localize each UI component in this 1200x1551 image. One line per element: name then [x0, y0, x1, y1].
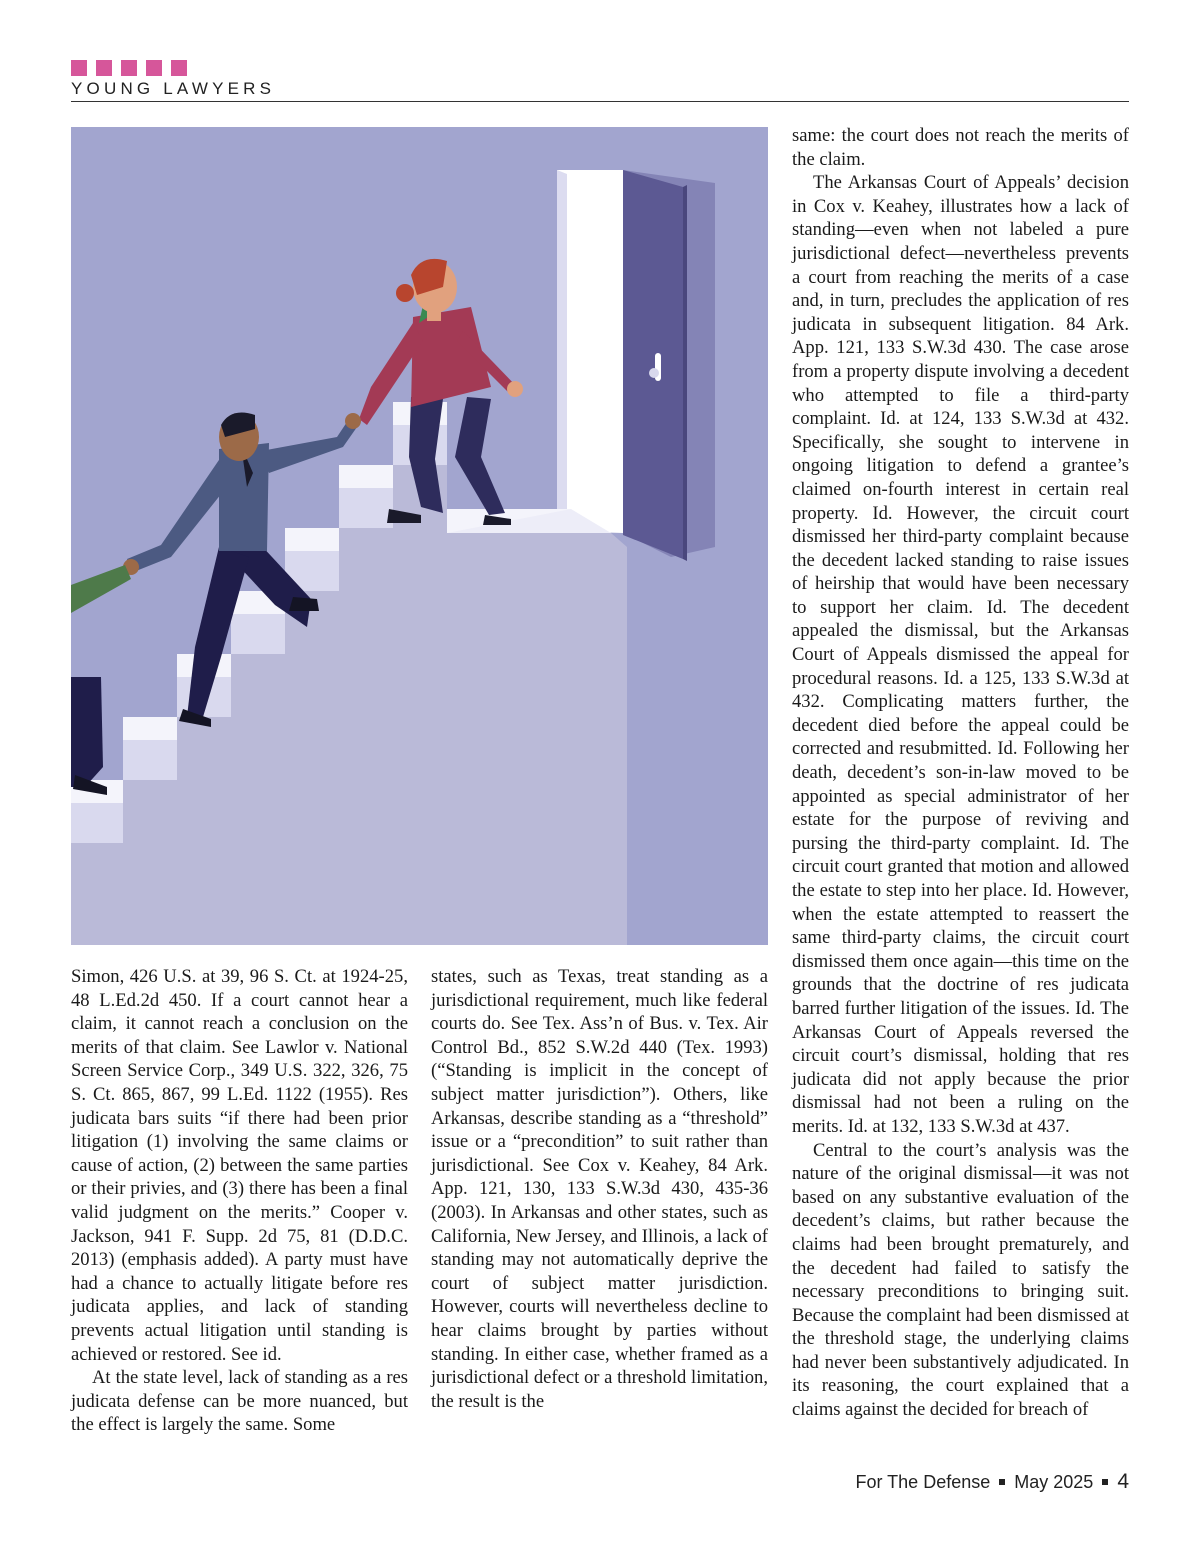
open-door — [557, 170, 715, 561]
paragraph: same: the court does not reach the merits of the claim. — [792, 125, 1129, 170]
accent-square — [71, 60, 87, 76]
footer-separator — [1102, 1479, 1108, 1485]
article-column-3 — [792, 124, 1129, 1422]
paragraph: Central to the court’s analysis was the nature of the original dismissal—it was not based on any substantive evaluation of the decedent’s claims, but rather because the claims had been brought prematurely, and the decedent had failed to satisfy the necessary preconditions to bringing suit. Because the complaint had been dismissed at the threshold stage, the underlying claims had never been substantively adjudicated. In its reasoning, the court explained that a claims against the decided for breach of — [792, 1139, 1129, 1421]
stairs-illustration — [71, 127, 768, 945]
article-column-1 — [71, 965, 408, 1437]
accent-square — [121, 60, 137, 76]
footer-publication: For The Defense — [855, 1471, 991, 1492]
section-accent-squares — [71, 60, 187, 76]
paragraph: At the state level, lack of standing as a res judicata defense can be more nuanced, but the effect is largely the same. Some — [71, 1367, 408, 1436]
section-label: YOUNG LAWYERS — [71, 79, 276, 98]
accent-square — [171, 60, 187, 76]
paragraph: Simon, 426 U.S. at 39, 96 S. Ct. at 1924-25, 48 L.Ed.2d 450. If a court cannot hear a claim, it cannot reach a conclusion on the merits of that claim. See Lawlor v. National Screen Service Corp., 349 U.S. 322, 326, 75 S. Ct. 865, 867, 99 L.Ed. 1122 (1955). Res judicata bars suits “if there had been prior litigation (1) involving the same claims or cause of action, (2) between the same parties or their privies, and (3) there has been a final valid judgment on the merits.” Cooper v. Jackson, 941 F. Supp. 2d 75, 81 (D.D.C. 2013) (emphasis added). A party must have had a chance to actually litigate before res judicata applies, and lack of standing prevents actual litigation until standing is achieved or restored. See id. — [71, 966, 408, 1365]
footer-separator — [999, 1479, 1005, 1485]
accent-square — [146, 60, 162, 76]
page-footer — [856, 1470, 1130, 1494]
paragraph: The Arkansas Court of Appeals’ decision in Cox v. Keahey, illustrates how a lack of standing—even when not labeled a pure jurisdictional defect—nevertheless prevents a court from reaching the merits of a case and, in turn, precludes the application of res judicata in subsequent litigation. 84 Ark. App. 121, 133 S.W.3d 430. The case arose from a property dispute involving a decedent who attempted to file a third-party complaint. Id. at 124, 133 S.W.3d at 432. Specifically, she sought to intervene in ongoing litigation to defend a grantee’s claimed on-fourth interest in certain real property. Id. However, the circuit court dismissed her third-party complaint because the decedent lacked standing to raise issues of heirship that would have been necessary to support her claim. Id. The decedent appealed the dismissal, but the Arkansas Court of Appeals dismissed the appeal for procedural reasons. Id. a 125, 133 S.W.3d at 432. Complicating matters further, the decedent died before the appeal could be corrected and resubmitted. Id. Following her death, decedent’s son-in-law moved to be appointed as special administrator of her estate for the purpose of reviving and pursing the third-party complaint. Id. The circuit court granted that motion and allowed the estate to step into her place. Id. However, when the estate attempted to reassert the same third-party claims, the circuit court dismissed them once again—this time on the grounds that the doctrine of res judicata barred further litigation of the issues. Id. The Arkansas Court of Appeals reversed the circuit court’s dismissal, holding that res judicata did not apply because the prior dismissal had not been a ruling on the merits. Id. at 132, 133 S.W.3d at 437. — [792, 172, 1129, 1137]
header-rule — [71, 101, 1129, 102]
accent-square — [96, 60, 112, 76]
paragraph: states, such as Texas, treat standing as a jurisdictional requirement, much like federal courts do. See Tex. Ass’n of Bus. v. Tex. Air Control Bd., 852 S.W.2d 440 (Tex. 1993) (“Standing is implicit in the concept of subject matter jurisdiction”). Others, like Arkansas, describe standing as a “threshold” issue or a “precondition” to suit rather than jurisdictional. See Cox v. Keahey, 84 Ark. App. 121, 130, 133 S.W.3d 430, 435-36 (2003). In Arkansas and other states, such as California, New Jersey, and Illinois, a lack of standing may not automatically deprive the court of subject matter jurisdiction. However, courts will nevertheless decline to hear claims brought by parties without standing. In either case, whether framed as a jurisdictional defect or a threshold limitation, the result is the — [431, 966, 768, 1412]
footer-issue: May 2025 — [1014, 1471, 1094, 1492]
page-number: 4 — [1117, 1470, 1129, 1493]
article-column-2 — [431, 965, 768, 1413]
